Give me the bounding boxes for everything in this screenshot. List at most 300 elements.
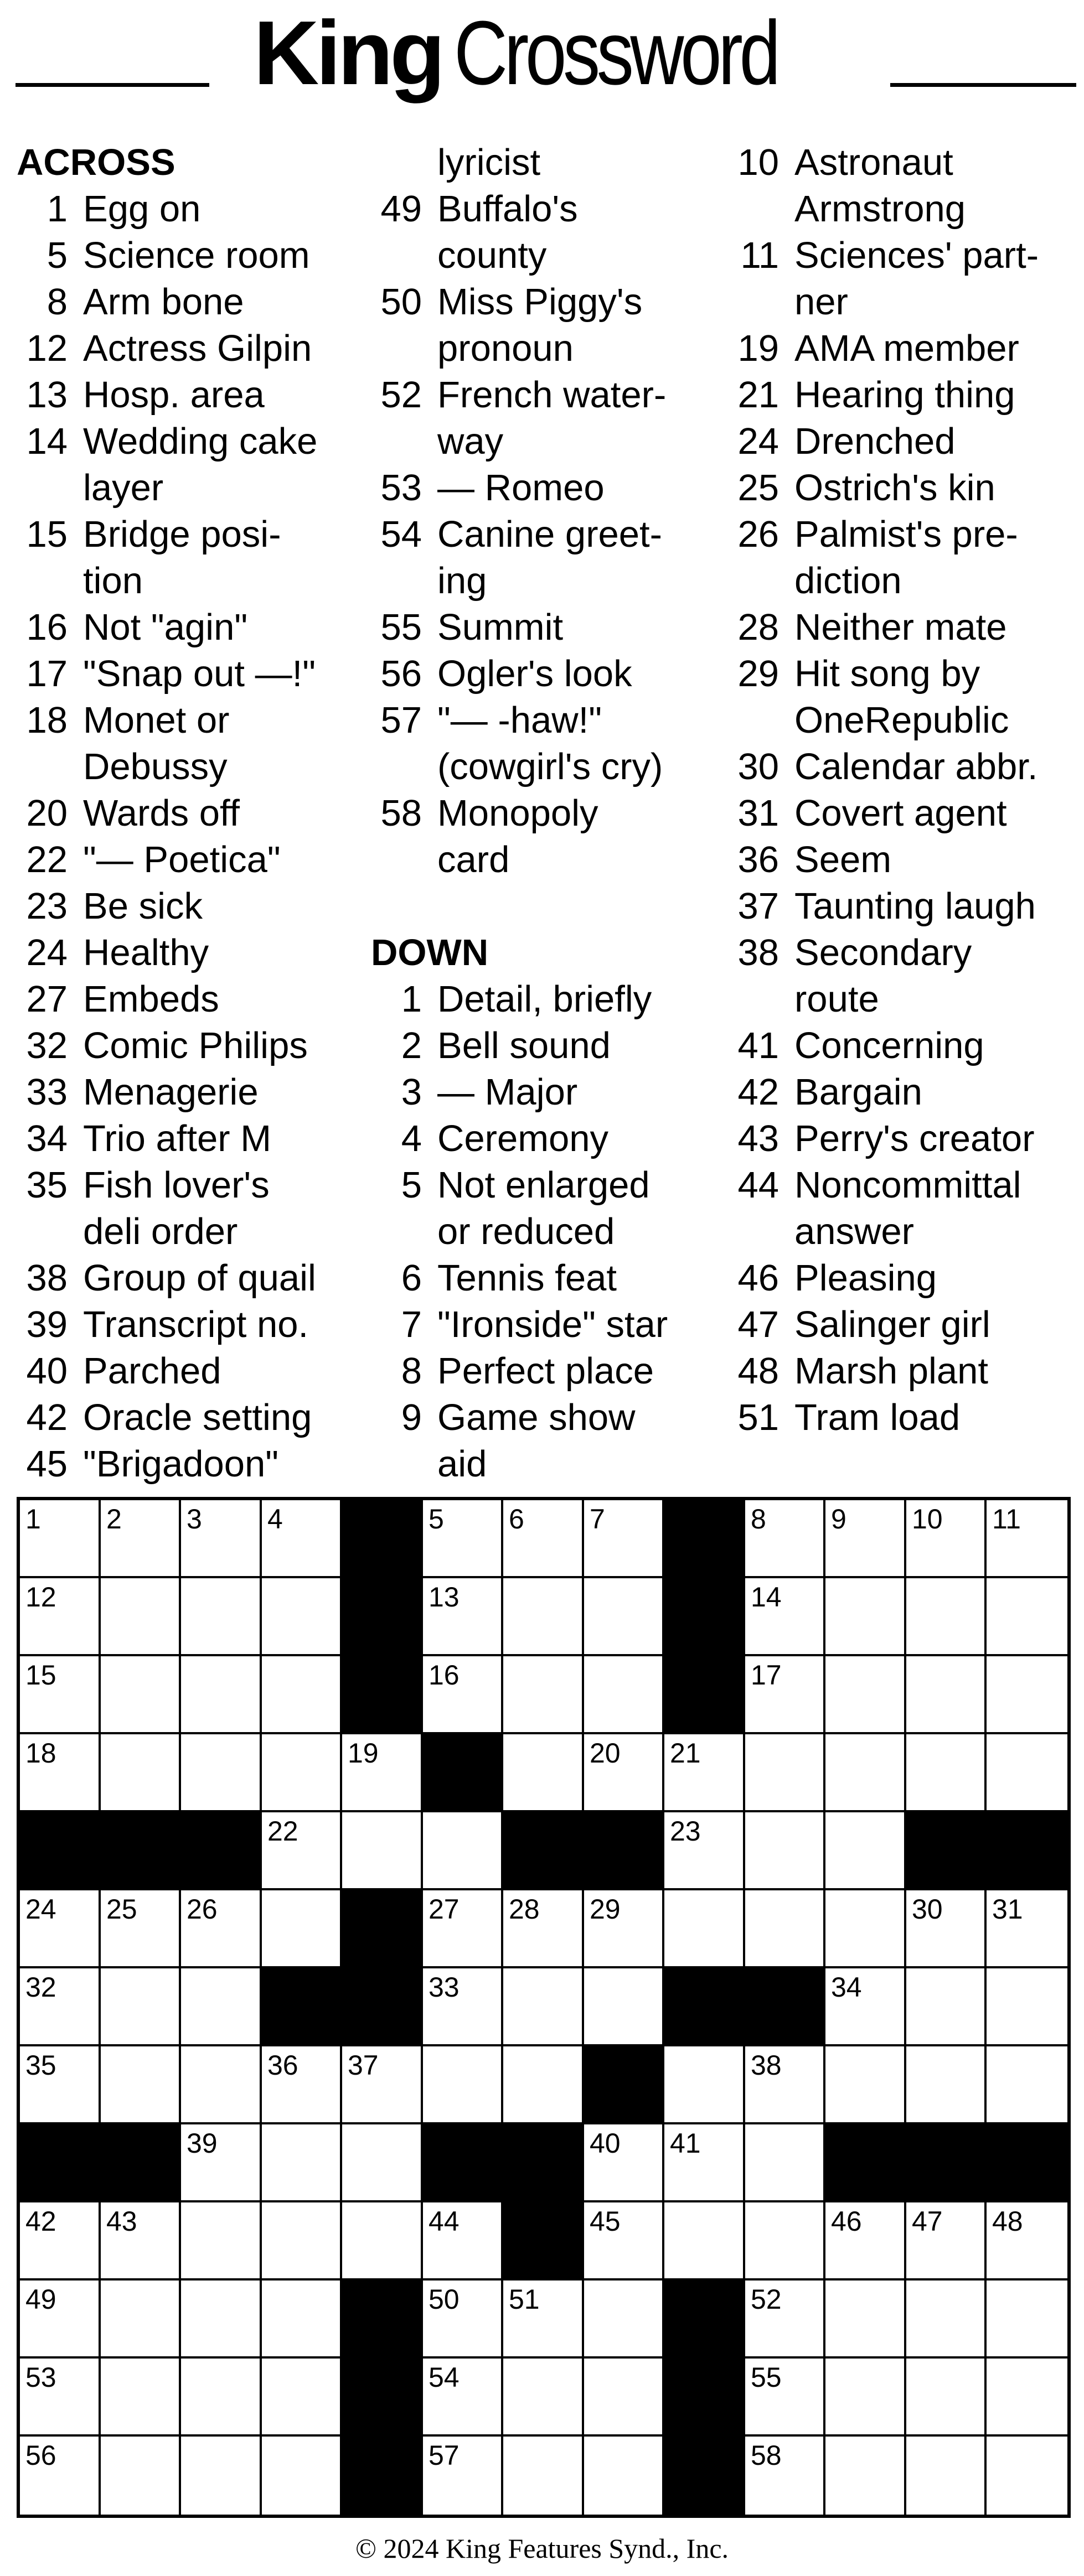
clue-number: 52	[380, 374, 422, 416]
grid-cell[interactable]	[987, 1500, 1067, 1578]
grid-block	[20, 2124, 101, 2202]
grid-cell[interactable]	[181, 2280, 262, 2359]
cell-number: 28	[509, 1894, 540, 1925]
clue-text: Monopoly	[437, 792, 598, 834]
grid-cell[interactable]	[825, 1656, 906, 1734]
cell-number: 5	[429, 1504, 444, 1535]
grid-cell[interactable]	[584, 1500, 664, 1578]
clue-number: 51	[737, 1397, 779, 1438]
grid-cell[interactable]	[101, 1656, 181, 1734]
grid-block	[664, 2437, 745, 2515]
grid-cell[interactable]	[262, 1656, 342, 1734]
grid-cell[interactable]	[262, 1578, 342, 1656]
section-spacer	[371, 883, 725, 930]
grid-cell[interactable]	[745, 2124, 825, 2202]
grid-cell[interactable]	[503, 1578, 584, 1656]
grid-cell[interactable]	[584, 2280, 664, 2359]
clue	[728, 325, 1082, 372]
cell-number: 58	[751, 2440, 782, 2471]
clue-text: "— -haw!"	[437, 699, 602, 741]
clue-text: aid	[437, 1443, 487, 1485]
clue	[17, 883, 371, 930]
clue-text: Fish lover's	[83, 1164, 270, 1206]
grid-cell[interactable]	[503, 1968, 584, 2046]
grid-cell[interactable]	[101, 2437, 181, 2515]
grid-block	[101, 2124, 181, 2202]
clue	[728, 1162, 1082, 1209]
clue-number: 15	[26, 514, 68, 555]
grid-cell[interactable]	[262, 2280, 342, 2359]
grid-cell[interactable]	[664, 1734, 745, 1812]
cell-number: 55	[751, 2362, 782, 2393]
clue-number: 32	[26, 1025, 68, 1066]
title-rule-left	[16, 83, 209, 87]
cell-number: 31	[992, 1894, 1023, 1925]
grid-cell[interactable]	[825, 2437, 906, 2515]
grid-cell[interactable]	[101, 1734, 181, 1812]
clue-text: (cowgirl's cry)	[437, 746, 663, 787]
clue	[17, 651, 371, 697]
clue-number: 50	[380, 281, 422, 323]
grid-cell[interactable]	[262, 1500, 342, 1578]
grid-cell[interactable]	[181, 2124, 262, 2202]
clue-number: 55	[380, 607, 422, 648]
grid-cell[interactable]	[664, 1812, 745, 1890]
clue-continuation	[371, 837, 725, 883]
clue	[17, 511, 371, 558]
grid-cell[interactable]	[342, 1812, 423, 1890]
grid-cell[interactable]	[745, 1734, 825, 1812]
clue-number: 56	[380, 653, 422, 694]
cell-number: 20	[590, 1738, 621, 1769]
clue-number: 2	[401, 1025, 422, 1066]
grid-block	[664, 1500, 745, 1578]
clue-continuation	[17, 744, 371, 790]
clue	[371, 1069, 725, 1116]
grid-cell[interactable]	[987, 2202, 1067, 2280]
grid-cell[interactable]	[584, 2437, 664, 2515]
grid-cell[interactable]	[987, 1734, 1067, 1812]
grid-block	[987, 1812, 1067, 1890]
clue	[728, 1116, 1082, 1162]
clue-text: ner	[794, 281, 848, 323]
grid-cell[interactable]	[101, 2280, 181, 2359]
clue-number: 7	[401, 1304, 422, 1345]
cell-number: 7	[590, 1504, 605, 1535]
clue-text: Tram load	[794, 1397, 961, 1438]
grid-cell[interactable]	[584, 1890, 664, 1968]
grid-cell[interactable]	[423, 2280, 503, 2359]
grid-cell[interactable]	[503, 2437, 584, 2515]
grid-cell[interactable]	[423, 2202, 503, 2280]
grid-cell[interactable]	[584, 1656, 664, 1734]
grid-cell[interactable]	[503, 1890, 584, 1968]
clue-number: 24	[737, 421, 779, 462]
puzzle-title	[216, 3, 886, 132]
clue-text: route	[794, 978, 879, 1020]
grid-cell[interactable]	[825, 2280, 906, 2359]
grid-cell[interactable]	[181, 1968, 262, 2046]
grid-cell[interactable]	[503, 1734, 584, 1812]
grid-cell[interactable]	[181, 2359, 262, 2437]
clue-number: 18	[26, 699, 68, 741]
grid-block	[342, 2280, 423, 2359]
cell-number: 56	[25, 2440, 56, 2471]
grid-cell[interactable]	[906, 2359, 987, 2437]
clue-number: 6	[401, 1257, 422, 1299]
clue-continuation	[371, 418, 725, 465]
clue-number: 14	[26, 421, 68, 462]
grid-cell[interactable]	[745, 1890, 825, 1968]
grid-cell[interactable]	[987, 2437, 1067, 2515]
grid-cell[interactable]	[906, 1578, 987, 1656]
clue-number: 54	[380, 514, 422, 555]
grid-block	[262, 1968, 342, 2046]
grid-block	[181, 1812, 262, 1890]
clue-continuation	[371, 558, 725, 604]
grid-cell[interactable]	[342, 1734, 423, 1812]
clue	[371, 651, 725, 697]
grid-cell[interactable]	[503, 1500, 584, 1578]
grid-cell[interactable]	[987, 2046, 1067, 2124]
clue-text: Ceremony	[437, 1118, 609, 1159]
grid-cell[interactable]	[825, 2202, 906, 2280]
clue-number: 33	[26, 1071, 68, 1113]
clue	[17, 604, 371, 651]
clue	[17, 232, 371, 279]
grid-cell[interactable]	[906, 2202, 987, 2280]
grid-cell[interactable]	[825, 2359, 906, 2437]
grid-block	[664, 1656, 745, 1734]
grid-cell[interactable]	[825, 1578, 906, 1656]
title-crossword: Crossword	[454, 2, 777, 103]
clue-text: Healthy	[83, 932, 209, 973]
grid-cell[interactable]	[181, 2202, 262, 2280]
grid-cell[interactable]	[745, 2046, 825, 2124]
title-king: King	[253, 2, 442, 103]
clue	[371, 372, 725, 418]
grid-cell[interactable]	[262, 2437, 342, 2515]
clue-text: Miss Piggy's	[437, 281, 643, 323]
grid-cell[interactable]	[423, 1578, 503, 1656]
clue-text: "Snap out —!"	[83, 653, 316, 694]
across-heading: ACROSS	[17, 142, 175, 183]
clue-number: 53	[380, 467, 422, 509]
clue-text: Sciences' part-	[794, 235, 1039, 276]
cell-number: 18	[25, 1738, 56, 1769]
grid-block	[342, 1968, 423, 2046]
clue-text: OneRepublic	[794, 699, 1009, 741]
cell-number: 26	[187, 1894, 218, 1925]
clue-text: "— Poetica"	[83, 839, 281, 880]
clue-number: 24	[26, 932, 68, 973]
down-heading: DOWN	[371, 932, 489, 973]
clue-continuation	[728, 558, 1082, 604]
grid-cell[interactable]	[20, 2202, 101, 2280]
clue-text: Wards off	[83, 792, 240, 834]
clue-text: Game show	[437, 1397, 636, 1438]
grid-cell[interactable]	[825, 1968, 906, 2046]
grid-cell[interactable]	[906, 1968, 987, 2046]
clue	[371, 1348, 725, 1395]
grid-cell[interactable]	[342, 2202, 423, 2280]
cell-number: 16	[429, 1660, 460, 1691]
clue-text: lyricist	[437, 142, 541, 183]
grid-cell[interactable]	[101, 2046, 181, 2124]
grid-block	[664, 1578, 745, 1656]
grid-cell[interactable]	[20, 1968, 101, 2046]
clue	[17, 1162, 371, 1209]
grid-cell[interactable]	[101, 1578, 181, 1656]
clue	[17, 1255, 371, 1302]
grid-cell[interactable]	[584, 2202, 664, 2280]
clue	[17, 697, 371, 744]
clue-number: 57	[380, 699, 422, 741]
clue-text: — Major	[437, 1071, 578, 1113]
grid-cell[interactable]	[503, 2359, 584, 2437]
grid-cell[interactable]	[745, 1578, 825, 1656]
clue	[728, 1023, 1082, 1069]
clue-text: ing	[437, 560, 487, 602]
grid-cell[interactable]	[503, 2280, 584, 2359]
clue-text: Bridge posi-	[83, 514, 281, 555]
grid-cell[interactable]	[20, 1578, 101, 1656]
grid-cell[interactable]	[262, 1890, 342, 1968]
grid-cell[interactable]	[584, 2359, 664, 2437]
clue-text: Hosp. area	[83, 374, 265, 416]
cell-number: 47	[912, 2206, 943, 2237]
grid-cell[interactable]	[20, 2046, 101, 2124]
grid-cell[interactable]	[101, 1500, 181, 1578]
clue-text: Pleasing	[794, 1257, 937, 1299]
grid-cell[interactable]	[181, 2046, 262, 2124]
grid-block	[101, 1812, 181, 1890]
grid-block	[987, 2124, 1067, 2202]
grid-cell[interactable]	[987, 1578, 1067, 1656]
grid-cell[interactable]	[584, 1968, 664, 2046]
grid-cell[interactable]	[906, 2437, 987, 2515]
grid-cell[interactable]	[423, 1656, 503, 1734]
clue-text: Monet or	[83, 699, 230, 741]
grid-cell[interactable]	[584, 2124, 664, 2202]
grid-block	[664, 1968, 745, 2046]
grid-cell[interactable]	[262, 2202, 342, 2280]
clue-text: — Romeo	[437, 467, 605, 509]
clue-continuation	[371, 325, 725, 372]
grid-cell[interactable]	[181, 2437, 262, 2515]
clue	[17, 837, 371, 883]
clue	[17, 1116, 371, 1162]
clue-continuation	[728, 697, 1082, 744]
grid-cell[interactable]	[664, 2202, 745, 2280]
clue-text: deli order	[83, 1211, 238, 1252]
grid-cell[interactable]	[987, 1890, 1067, 1968]
grid-cell[interactable]	[181, 1890, 262, 1968]
clue-text: answer	[794, 1211, 914, 1252]
grid-cell[interactable]	[584, 1734, 664, 1812]
grid-cell[interactable]	[262, 1812, 342, 1890]
grid-cell[interactable]	[20, 2359, 101, 2437]
grid-cell[interactable]	[745, 1812, 825, 1890]
grid-cell[interactable]	[423, 2359, 503, 2437]
grid-cell[interactable]	[906, 2046, 987, 2124]
copyright-notice: © 2024 King Features Synd., Inc.	[355, 2533, 729, 2564]
grid-cell[interactable]	[664, 2124, 745, 2202]
clue-text: Wedding cake	[83, 421, 318, 462]
grid-cell[interactable]	[20, 1734, 101, 1812]
grid-cell[interactable]	[423, 1968, 503, 2046]
clue-text: Parched	[83, 1350, 221, 1392]
clue-text: Debussy	[83, 746, 228, 787]
grid-cell[interactable]	[987, 2280, 1067, 2359]
cell-number: 45	[590, 2206, 621, 2237]
cell-number: 10	[912, 1504, 943, 1535]
grid-cell[interactable]	[825, 1812, 906, 1890]
grid-cell[interactable]	[423, 2046, 503, 2124]
clue-text: Transcript no.	[83, 1304, 309, 1345]
grid-block	[584, 2046, 664, 2124]
grid-cell[interactable]	[20, 2437, 101, 2515]
clue-text: card	[437, 839, 510, 880]
clue-text: Group of quail	[83, 1257, 316, 1299]
grid-cell[interactable]	[825, 1734, 906, 1812]
cell-number: 53	[25, 2362, 56, 2393]
grid-cell[interactable]	[584, 1578, 664, 1656]
grid-cell[interactable]	[342, 2046, 423, 2124]
clue-continuation	[17, 558, 371, 604]
clue-text: Salinger girl	[794, 1304, 990, 1345]
grid-cell[interactable]	[503, 2046, 584, 2124]
grid-cell[interactable]	[20, 2280, 101, 2359]
clue-continuation	[17, 1209, 371, 1255]
grid-cell[interactable]	[745, 2202, 825, 2280]
clue	[17, 1441, 371, 1487]
grid-cell[interactable]	[906, 1734, 987, 1812]
grid-cell[interactable]	[987, 1656, 1067, 1734]
crossword-grid[interactable]	[17, 1497, 1071, 2518]
clue-number: 1	[47, 188, 68, 230]
clue-number: 45	[26, 1443, 68, 1485]
grid-cell[interactable]	[20, 1890, 101, 1968]
grid-cell[interactable]	[906, 2280, 987, 2359]
grid-cell[interactable]	[262, 2046, 342, 2124]
clue-number: 31	[737, 792, 779, 834]
grid-cell[interactable]	[906, 1500, 987, 1578]
grid-cell[interactable]	[423, 1890, 503, 1968]
grid-cell[interactable]	[825, 2046, 906, 2124]
clue-number: 8	[401, 1350, 422, 1392]
clue-number: 42	[737, 1071, 779, 1113]
cell-number: 3	[187, 1504, 202, 1535]
grid-block	[825, 2124, 906, 2202]
clue	[17, 186, 371, 232]
clue-text: Canine greet-	[437, 514, 662, 555]
grid-cell[interactable]	[745, 1500, 825, 1578]
grid-cell[interactable]	[181, 1656, 262, 1734]
clue-number: 58	[380, 792, 422, 834]
clue-text: Not enlarged	[437, 1164, 650, 1206]
grid-block	[342, 1656, 423, 1734]
grid-cell[interactable]	[262, 1734, 342, 1812]
grid-cell[interactable]	[745, 2280, 825, 2359]
grid-cell[interactable]	[423, 1500, 503, 1578]
grid-cell[interactable]	[906, 1656, 987, 1734]
cell-number: 29	[590, 1894, 621, 1925]
clue-number: 1	[401, 978, 422, 1020]
grid-cell[interactable]	[745, 2359, 825, 2437]
grid-cell[interactable]	[181, 1578, 262, 1656]
cell-number: 19	[348, 1738, 379, 1769]
clue-number: 22	[26, 839, 68, 880]
clue-number: 17	[26, 653, 68, 694]
clue-number: 39	[26, 1304, 68, 1345]
clue-continuation	[371, 1209, 725, 1255]
clue-text: Ostrich's kin	[794, 467, 995, 509]
clue-number: 48	[737, 1350, 779, 1392]
grid-block	[342, 2359, 423, 2437]
grid-cell[interactable]	[262, 2359, 342, 2437]
cell-number: 17	[751, 1660, 782, 1691]
cell-number: 52	[751, 2284, 782, 2315]
grid-cell[interactable]	[20, 1500, 101, 1578]
grid-cell[interactable]	[181, 1734, 262, 1812]
clue-text: Calendar abbr.	[794, 746, 1038, 787]
clue-text: Hearing thing	[794, 374, 1015, 416]
clue-number: 13	[26, 374, 68, 416]
grid-cell[interactable]	[101, 2202, 181, 2280]
grid-cell[interactable]	[664, 2046, 745, 2124]
grid-cell[interactable]	[101, 1890, 181, 1968]
clue-text: Perry's creator	[794, 1118, 1035, 1159]
grid-cell[interactable]	[825, 1890, 906, 1968]
grid-cell[interactable]	[745, 2437, 825, 2515]
grid-cell[interactable]	[503, 1656, 584, 1734]
clue-number: 36	[737, 839, 779, 880]
grid-cell[interactable]	[987, 2359, 1067, 2437]
clue-number: 41	[737, 1025, 779, 1066]
clue	[371, 1395, 725, 1441]
clue-column-2	[371, 139, 725, 1487]
cell-number: 14	[751, 1582, 782, 1613]
grid-cell[interactable]	[423, 2437, 503, 2515]
grid-cell[interactable]	[101, 2359, 181, 2437]
clue-number: 9	[401, 1397, 422, 1438]
clue-number: 5	[47, 235, 68, 276]
clue-text: Not "agin"	[83, 607, 248, 648]
grid-cell[interactable]	[262, 2124, 342, 2202]
clue	[17, 1395, 371, 1441]
grid-block	[20, 1812, 101, 1890]
clue-text: Palmist's pre-	[794, 514, 1018, 555]
grid-cell[interactable]	[745, 1656, 825, 1734]
clue-number: 23	[26, 885, 68, 927]
grid-cell[interactable]	[181, 1500, 262, 1578]
grid-cell[interactable]	[101, 1968, 181, 2046]
clue	[17, 325, 371, 372]
grid-cell[interactable]	[20, 1656, 101, 1734]
grid-cell[interactable]	[664, 1890, 745, 1968]
grid-cell[interactable]	[342, 2124, 423, 2202]
cell-number: 41	[670, 2128, 701, 2159]
grid-cell[interactable]	[423, 1812, 503, 1890]
grid-cell[interactable]	[825, 1500, 906, 1578]
grid-cell[interactable]	[987, 1968, 1067, 2046]
clue	[728, 418, 1082, 465]
clue	[371, 790, 725, 837]
clue-text: Oracle setting	[83, 1397, 312, 1438]
grid-cell[interactable]	[906, 1890, 987, 1968]
clue-text: Bargain	[794, 1071, 922, 1113]
